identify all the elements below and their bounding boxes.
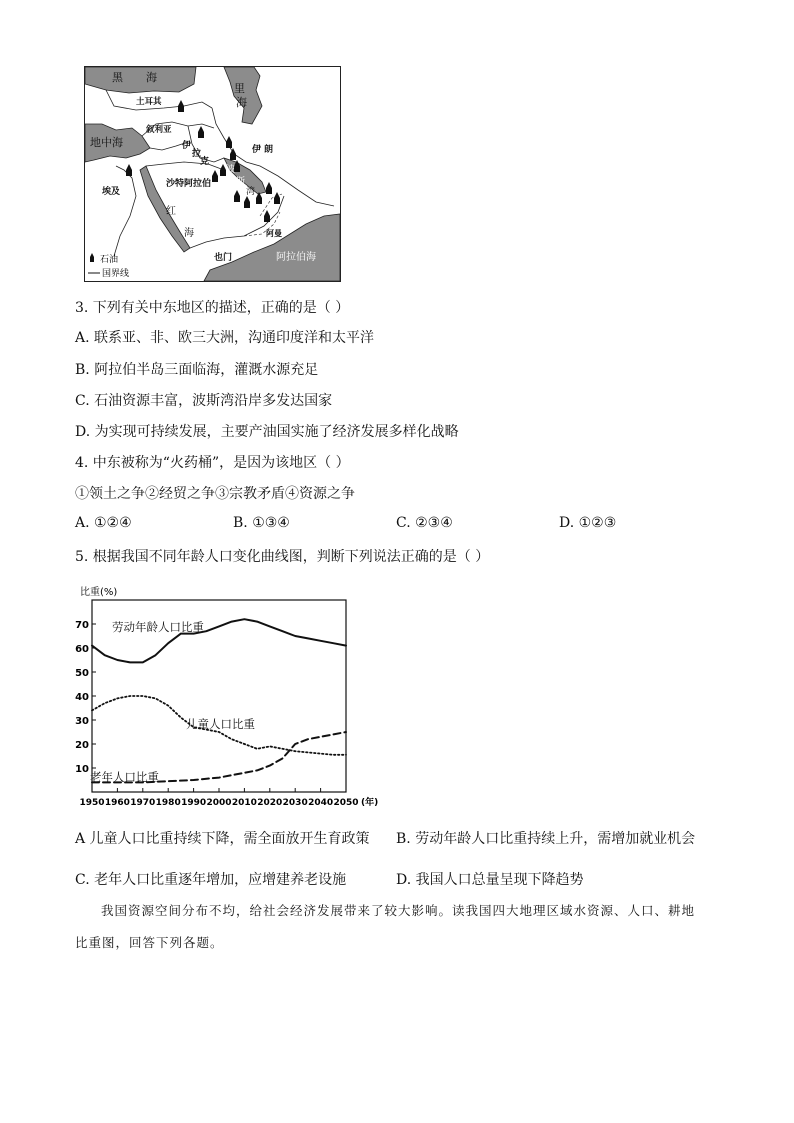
map-label-iran-2: 朗 (264, 145, 274, 155)
q4-stem: 4. 中东被称为“火药桶”，是因为该地区（ ） (75, 455, 350, 471)
q4-option-b: B. ①③④ (233, 515, 290, 531)
map-label-mediterranean: 地中海 (90, 136, 123, 149)
q5-stem: 5. 根据我国不同年龄人口变化曲线图，判断下列说法正确的是（ ） (75, 549, 490, 565)
x-tick-label: 1950 (79, 798, 105, 808)
series-label-elderly: 老年人口比重 (90, 770, 159, 784)
q3-option-a: A. 联系亚、非、欧三大洲，沟通印度洋和太平洋 (75, 330, 375, 346)
q5-option-a: A 儿童人口比重持续下降，需全面放开生育政策 (75, 831, 370, 847)
y-tick-label: 60 (75, 644, 89, 655)
x-tick-label: 1990 (181, 798, 207, 808)
x-tick-label: 2040 (308, 798, 334, 808)
map-label-egypt: 埃及 (102, 187, 121, 197)
q5-option-b: B. 劳动年龄人口比重持续上升，需增加就业机会 (396, 831, 696, 847)
map-label-black-sea-1: 黑 (112, 71, 123, 84)
q4-option-c: C. ②③④ (396, 515, 453, 531)
map-label-iraq-1: 伊 (182, 141, 192, 151)
chart-xunit: (年) (361, 798, 379, 808)
map-label-persian-1: 波 (226, 165, 236, 175)
x-tick-label: 2020 (257, 798, 283, 808)
black-sea-shape (85, 67, 196, 93)
x-tick-label: 2000 (206, 798, 232, 808)
map-label-iraq-3: 克 (200, 157, 210, 167)
middle-east-map (84, 66, 341, 282)
map-label-red-sea-2: 海 (184, 228, 194, 239)
y-tick-label: 30 (75, 716, 89, 727)
series-label-working-age: 劳动年龄人口比重 (112, 620, 204, 634)
y-tick-label: 20 (75, 740, 89, 751)
map-label-caspian-1: 里 (234, 82, 245, 95)
y-tick-label: 40 (75, 692, 89, 703)
map-label-turkey: 土耳其 (136, 97, 162, 107)
x-tick-label: 1970 (130, 798, 156, 808)
legend-oil-label: 石油 (100, 255, 119, 265)
legend-border-label: 国界线 (102, 269, 130, 279)
passage-line-1: 我国资源空间分布不均，给社会经济发展带来了较大影响。读我国四大地理区域水资源、人口、耕地 (101, 903, 696, 918)
x-tick-label: 2010 (231, 798, 257, 808)
q4-option-a: A. ①②④ (75, 515, 132, 531)
map-label-persian-2: 斯 (236, 177, 246, 187)
x-tick-label: 2030 (282, 798, 308, 808)
map-label-persian-3: 湾 (246, 187, 256, 197)
q5-option-d: D. 我国人口总量呈现下降趋势 (396, 872, 584, 888)
q4-option-d: D. ①②③ (559, 515, 617, 531)
map-label-iraq-2: 拉 (192, 149, 202, 159)
chart-ylabel: 比重(%) (80, 587, 118, 598)
y-tick-label: 70 (75, 620, 89, 631)
y-tick-label: 10 (75, 764, 89, 775)
map-label-red-sea-1: 红 (166, 206, 176, 217)
map-label-iran-1: 伊 (252, 145, 262, 155)
map-label-syria: 叙利亚 (146, 125, 172, 135)
q3-stem: 3. 下列有关中东地区的描述，正确的是（ ） (75, 300, 350, 316)
series-label-children: 儿童人口比重 (186, 717, 255, 731)
q4-items: ①领土之争②经贸之争③宗教矛盾④资源之争 (75, 486, 355, 502)
map-label-black-sea-2: 海 (146, 71, 157, 84)
q5-option-c: C. 老年人口比重逐年增加，应增建养老设施 (75, 872, 347, 888)
q3-option-b: B. 阿拉伯半岛三面临海，灌溉水源充足 (75, 362, 319, 378)
map-label-oman: 阿曼 (266, 229, 282, 238)
map-label-saudi: 沙特阿拉伯 (166, 179, 212, 189)
x-tick-label: 1960 (104, 798, 130, 808)
q3-option-c: C. 石油资源丰富，波斯湾沿岸多发达国家 (75, 393, 333, 409)
x-tick-label: 1980 (155, 798, 181, 808)
passage-line-2: 比重图，回答下列各题。 (75, 935, 224, 950)
y-tick-label: 50 (75, 668, 89, 679)
population-ratio-chart (75, 582, 400, 814)
map-label-caspian-2: 海 (236, 96, 247, 109)
x-tick-label: 2050 (333, 798, 359, 808)
map-label-arabian-sea: 阿拉伯海 (276, 252, 316, 263)
q3-option-d: D. 为实现可持续发展，主要产油国实施了经济发展多样化战略 (75, 424, 459, 440)
map-label-yemen: 也门 (214, 253, 233, 263)
